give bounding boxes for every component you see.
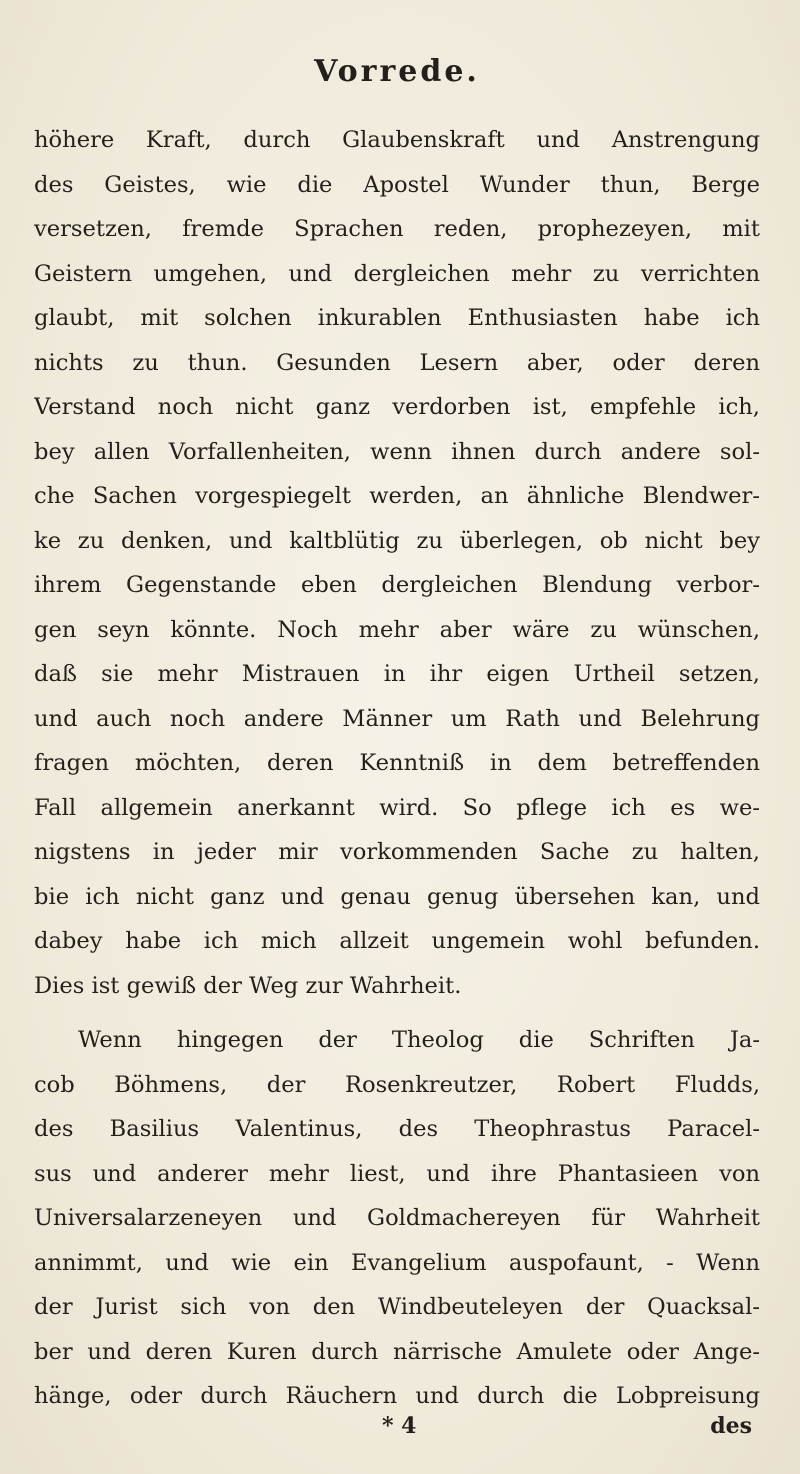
text-line: annimmt, und wie ein Evangelium auspofaunt, - Wenn	[34, 1249, 760, 1276]
catchword: des	[710, 1412, 752, 1439]
text-line: daß sie mehr Mistrauen in ihr eigen Urtheil setzen,	[34, 661, 760, 687]
text-line: ihrem Gegenstande eben dergleichen Blendung verbor-	[34, 572, 760, 598]
text-line: nichts zu thun. Gesunden Lesern aber, oder deren	[34, 349, 760, 376]
text-line: Geistern umgehen, und dergleichen mehr zu verrichten	[34, 260, 760, 287]
text-line: Fall allgemein anerkannt wird. So pflege ich es we-	[34, 794, 760, 821]
running-head: Vorrede.	[314, 54, 480, 89]
text-line: Wenn hingegen der Theolog die Schriften Ja-	[78, 1027, 760, 1053]
text-line: dabey habe ich mich allzeit ungemein wohl befunden.	[34, 928, 760, 954]
text-line: des Basilius Valentinus, des Theophrastus Paracel-	[34, 1116, 760, 1142]
signature-mark: * 4	[382, 1412, 417, 1439]
text-line: nigstens in jeder mir vorkommenden Sache zu halten,	[34, 839, 760, 865]
text-line: bie ich nicht ganz und genau genug übersehen kan, und	[34, 883, 760, 910]
text-line: fragen möchten, deren Kenntniß in dem betreffenden	[34, 750, 760, 776]
text-line: ber und deren Kuren durch närrische Amulete oder Ange-	[34, 1338, 760, 1365]
text-line: Dies ist gewiß der Weg zur Wahrheit.	[34, 972, 462, 999]
text-line: des Geistes, wie die Apostel Wunder thun, Berge	[34, 171, 760, 198]
page-footer	[34, 1413, 760, 1453]
text-line: bey allen Vorfallenheiten, wenn ihnen durch andere sol-	[34, 438, 760, 465]
text-line: höhere Kraft, durch Glaubenskraft und Anstrengung	[34, 127, 760, 153]
text-line: ke zu denken, und kaltblütig zu überlegen, ob nicht bey	[34, 527, 760, 554]
text-line: versetzen, fremde Sprachen reden, prophezeyen, mit	[34, 216, 760, 242]
text-line: che Sachen vorgespiegelt werden, an ähnliche Blendwer-	[34, 483, 760, 509]
text-line: hänge, oder durch Räuchern und durch die Lobpreisung	[34, 1383, 760, 1409]
text-line: cob Böhmens, der Rosenkreutzer, Robert Fludds,	[34, 1071, 760, 1098]
text-line: gen seyn könnte. Noch mehr aber wäre zu wünschen,	[34, 616, 760, 643]
text-line: Universalarzeneyen und Goldmachereyen für Wahrheit	[34, 1205, 760, 1231]
text-line: der Jurist sich von den Windbeuteleyen der Quacksal-	[34, 1294, 760, 1320]
text-line: Verstand noch nicht ganz verdorben ist, empfehle ich,	[34, 394, 760, 420]
text-line: sus und anderer mehr liest, und ihre Phantasieen von	[34, 1160, 760, 1187]
text-line: und auch noch andere Männer um Rath und Belehrung	[34, 705, 760, 732]
body-text	[34, 118, 760, 1419]
text-line: glaubt, mit solchen inkurablen Enthusiasten habe ich	[34, 305, 760, 331]
